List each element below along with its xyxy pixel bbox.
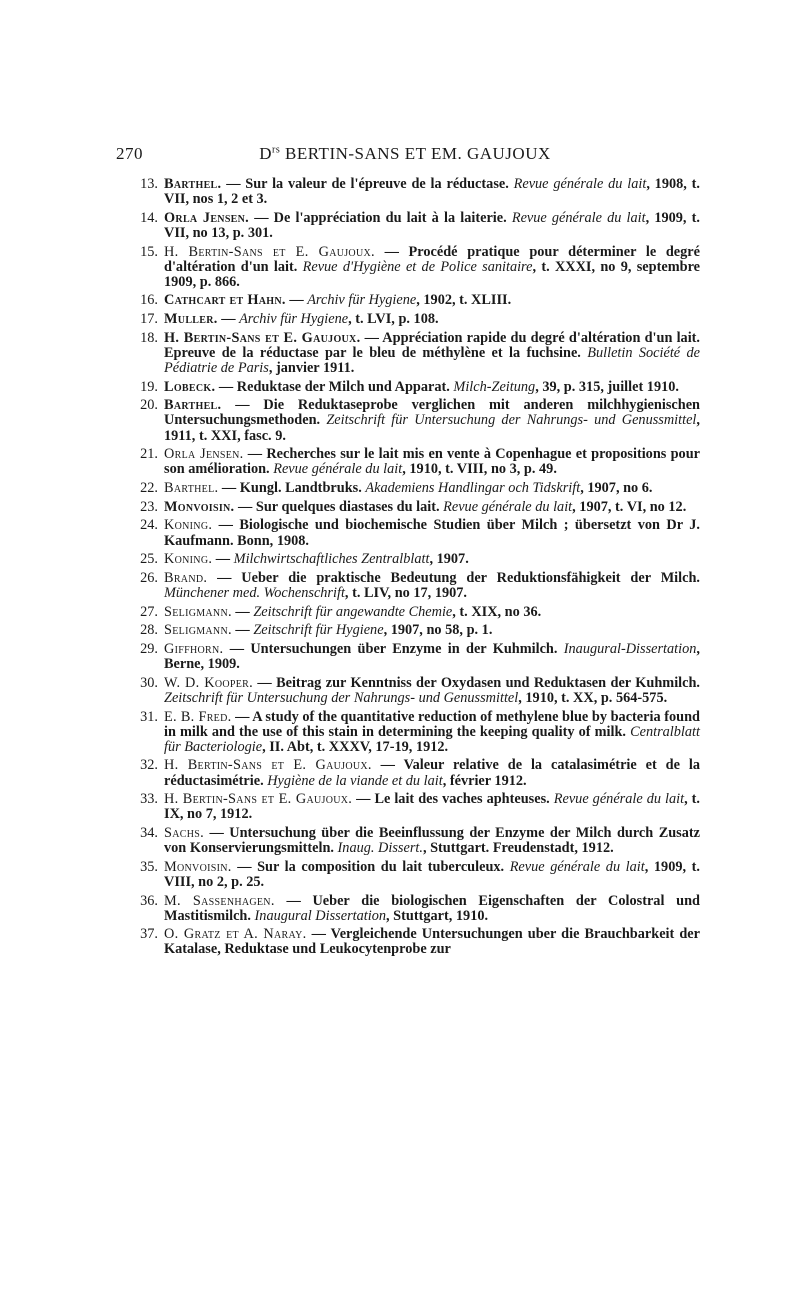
reference-number: 21. [140, 446, 158, 463]
reference-journal: Archiv für Hygiene [307, 292, 417, 309]
reference-journal: Revue d'Hygiène et de Police sanitaire [302, 258, 533, 275]
reference-details: , II. Abt, t. XXXV, 17-19, 1912. [262, 738, 449, 755]
reference-entry [110, 623, 700, 638]
reference-entry [110, 927, 700, 957]
reference-details: , t. XIX, no 36. [452, 603, 542, 620]
reference-text: — Valeur relative de la catalasimétrie et de la réductasimétrie. [164, 757, 700, 789]
reference-details: , 39, p. 315, juillet 1910. [535, 378, 679, 395]
reference-entry [110, 177, 700, 207]
reference-number: 26. [140, 569, 158, 586]
reference-details: , 1907. [429, 551, 469, 568]
reference-entry [110, 710, 700, 755]
reference-details: , t. IX, no 7, 1912. [164, 791, 700, 823]
reference-details: , 1902, t. XLIII. [416, 292, 512, 309]
reference-author: O. Gratz et A. Naray. [164, 926, 307, 943]
reference-details: , 1907, no 58, p. 1. [383, 622, 493, 639]
running-header [110, 144, 700, 168]
reference-journal: Zeitschrift für Untersuchung der Nahrungs- und Genussmittel [326, 412, 697, 429]
reference-details: , t. LIV, no 17, 1907. [344, 584, 467, 601]
reference-journal: Zeitschrift für angewandte Chemie [253, 603, 453, 620]
reference-journal: Münchener med. Wochenschrift [164, 584, 345, 601]
reference-text: — Sur quelques diastases du lait. [234, 498, 444, 515]
reference-details: , Stuttgart. Freudenstadt, 1912. [422, 840, 614, 857]
reference-text: — [231, 603, 254, 620]
reference-details: , t. XXXI, no 9, septembre 1909, p. 866. [164, 258, 700, 290]
reference-text: — Procédé pratique pour déterminer le degré d'altération d'un lait. [164, 243, 700, 275]
reference-text: — Recherches sur le lait mis en vente à Copenhague et propositions pour son amélioration. [164, 446, 700, 478]
title-rest: BERTIN-SANS ET EM. GAUJOUX [280, 144, 551, 163]
reference-entry [110, 245, 700, 290]
reference-number: 27. [140, 603, 158, 620]
reference-text: — A study of the quantitative reduction of methylene blue by bacteria found in milk and the use of this stain in determining the keeping quality of milk. [164, 708, 700, 740]
reference-text: — Ueber die biologischen Eigenschaften der Colostral und Mastitismilch. [164, 892, 701, 924]
reference-entry [110, 676, 700, 706]
reference-journal: Centralblatt für Bacteriologie [164, 723, 700, 755]
reference-journal: Bulletin Société de Pédiatrie de Paris [164, 344, 701, 376]
reference-author: E. B. Fred. [164, 708, 232, 725]
reference-entry [110, 331, 700, 376]
reference-author: Brand. [164, 569, 208, 586]
reference-entry [110, 398, 700, 443]
reference-number: 36. [140, 892, 158, 909]
reference-journal: Zeitschrift für Hygiene [253, 622, 384, 639]
reference-details: , 1907, no 6. [580, 480, 653, 497]
reference-entry [110, 211, 700, 241]
reference-journal: Inaugural-Dissertation [563, 641, 697, 658]
reference-author: Orla Jensen. [164, 446, 244, 463]
reference-author: Barthel. [164, 480, 219, 497]
reference-text: — [212, 551, 234, 568]
reference-details: , février 1912. [442, 772, 527, 789]
reference-author: W. D. Kooper. [164, 674, 254, 691]
reference-entry [110, 571, 700, 601]
reference-list [110, 177, 700, 961]
reference-text: — Appréciation rapide du degré d'altération d'un lait. Epreuve de la réductase par le bleu de méthylène et la fuchsine. [164, 329, 700, 361]
reference-text: — Reduktase der Milch und Apparat. [215, 378, 454, 395]
reference-text: — Ueber die praktische Bedeutung der Reduktionsfähigkeit der Milch. [207, 569, 700, 586]
reference-entry [110, 500, 700, 515]
reference-entry [110, 552, 700, 567]
reference-author: Lobeck. [164, 378, 216, 395]
reference-entry [110, 758, 700, 788]
reference-journal: Revue générale du lait [273, 461, 403, 478]
reference-journal: Archiv für Hygiene [239, 311, 349, 328]
reference-author: H. Bertin-Sans et E. Gaujoux. [164, 329, 361, 346]
reference-entry [110, 293, 700, 308]
reference-text: — De l'appréciation du lait à la laiterie. [249, 209, 512, 226]
reference-number: 22. [140, 480, 158, 497]
page-number: 270 [116, 144, 143, 163]
reference-text: — [285, 292, 308, 309]
reference-journal: Revue générale du lait [553, 791, 685, 808]
reference-number: 28. [140, 622, 158, 639]
reference-journal: Hygiène de la viande et du lait [267, 772, 443, 789]
reference-entry [110, 642, 700, 672]
reference-entry [110, 447, 700, 477]
reference-text: — Sur la composition du lait tuberculeux. [231, 858, 510, 875]
reference-details: , Stuttgart, 1910. [386, 907, 489, 924]
reference-author: Seligmann. [164, 622, 232, 639]
reference-number: 29. [140, 641, 158, 658]
reference-journal: Inaug. Dissert. [337, 840, 423, 857]
reference-author: Muller. [164, 311, 218, 328]
reference-journal: Milchwirtschaftliches Zentralblatt [233, 551, 430, 568]
reference-number: 33. [140, 791, 158, 808]
reference-details: , 1908, t. VII, nos 1, 2 et 3. [164, 176, 700, 208]
reference-number: 24. [140, 517, 158, 534]
reference-number: 31. [140, 708, 158, 725]
reference-author: Monvoisin. [164, 858, 232, 875]
reference-journal: Revue générale du lait [509, 858, 645, 875]
reference-author: Giffhorn. [164, 641, 224, 658]
reference-entry [110, 518, 700, 548]
reference-author: Barthel. [164, 176, 222, 192]
reference-text: — Beitrag zur Kenntniss der Oxydasen und Reduktasen der Kuhmilch. [253, 674, 701, 691]
reference-number: 15. [140, 243, 158, 260]
reference-number: 16. [140, 292, 158, 309]
reference-text: — Biologische und biochemische Studien über Milch ; übersetzt von Dr J. Kaufmann. Bonn, 1908. [164, 517, 700, 549]
reference-author: Orla Jensen. [164, 209, 250, 226]
reference-number: 17. [140, 311, 158, 328]
reference-entry [110, 894, 700, 924]
reference-text: — Le lait des vaches aphteuses. [352, 791, 554, 808]
reference-entry [110, 605, 700, 620]
reference-text: — Die Reduktaseprobe verglichen mit anderen milchhygienischen Untersuchungsmethoden. [164, 397, 700, 429]
reference-number: 13. [140, 176, 158, 192]
reference-number: 25. [140, 551, 158, 568]
reference-text: — Vergleichende Untersuchungen uber die Brauchbarkeit der Katalase, Reduktase und Leukocytenprobe zur [164, 926, 700, 958]
reference-number: 30. [140, 674, 158, 691]
reference-entry [110, 860, 700, 890]
reference-author: Cathcart et Hahn. [164, 292, 286, 309]
reference-journal: Inaugural Dissertation [254, 907, 387, 924]
reference-text: — [217, 311, 240, 328]
reference-details: , 1911, t. XXI, fasc. 9. [164, 412, 700, 444]
reference-number: 35. [140, 858, 158, 875]
reference-details: , Berne, 1909. [164, 641, 700, 673]
reference-details: , 1907, t. VI, no 12. [572, 498, 687, 515]
reference-journal: Revue générale du lait [443, 498, 573, 515]
reference-entry [110, 792, 700, 822]
reference-number: 34. [140, 825, 158, 842]
reference-details: , 1910, t. XX, p. 564-575. [518, 689, 668, 706]
reference-details: , t. LVI, p. 108. [348, 311, 439, 328]
reference-details: , 1909, t. VII, no 13, p. 301. [164, 209, 700, 241]
running-title [110, 144, 700, 164]
reference-text: — Untersuchungen über Enzyme in der Kuhmilch. [223, 641, 564, 658]
reference-author: Barthel. [164, 397, 222, 414]
reference-text: — Sur la valeur de l'épreuve de la réductase. [221, 176, 514, 192]
reference-number: 19. [140, 378, 158, 395]
reference-number: 14. [140, 209, 158, 226]
reference-entry [110, 481, 700, 496]
reference-author: M. Sassenhagen. [164, 892, 275, 909]
reference-number: 18. [140, 329, 158, 346]
reference-entry [110, 826, 700, 856]
reference-number: 20. [140, 397, 158, 414]
reference-text: — Kungl. Landtbruks. [218, 480, 366, 497]
reference-journal: Revue générale du lait [513, 176, 647, 192]
reference-journal: Revue générale du lait [511, 209, 646, 226]
reference-text: — Untersuchung über die Beeinflussung der Enzyme der Milch durch Zusatz von Konservierungsmitteln. [164, 825, 700, 857]
reference-author: H. Bertin-Sans et E. Gaujoux. [164, 791, 353, 808]
reference-author: H. Bertin-Sans et E. Gaujoux. [164, 243, 375, 260]
reference-journal: Zeitschrift für Untersuchung der Nahrungs- und Genussmittel [164, 689, 519, 706]
reference-journal: Milch-Zeitung [453, 378, 536, 395]
reference-author: Monvoisin. [164, 498, 235, 515]
reference-author: Sachs. [164, 825, 205, 842]
reference-text: — [231, 622, 254, 639]
reference-journal: Akademiens Handlingar och Tidskrift [365, 480, 581, 497]
reference-number: 32. [140, 757, 158, 774]
reference-details: , janvier 1911. [268, 360, 355, 376]
reference-author: Seligmann. [164, 603, 232, 620]
reference-author: Koning. [164, 551, 213, 568]
title-prefix: D [259, 144, 273, 163]
reference-entry [110, 380, 700, 395]
reference-entry [110, 312, 700, 327]
reference-author: Koning. [164, 517, 213, 534]
reference-details: , 1909, t. VIII, no 2, p. 25. [164, 858, 700, 890]
reference-number: 23. [140, 498, 158, 515]
reference-number: 37. [140, 926, 158, 943]
title-prefix-sup: rs [272, 144, 281, 156]
reference-details: , 1910, t. VIII, no 3, p. 49. [402, 461, 557, 478]
reference-author: H. Bertin-Sans et E. Gaujoux. [164, 757, 372, 774]
